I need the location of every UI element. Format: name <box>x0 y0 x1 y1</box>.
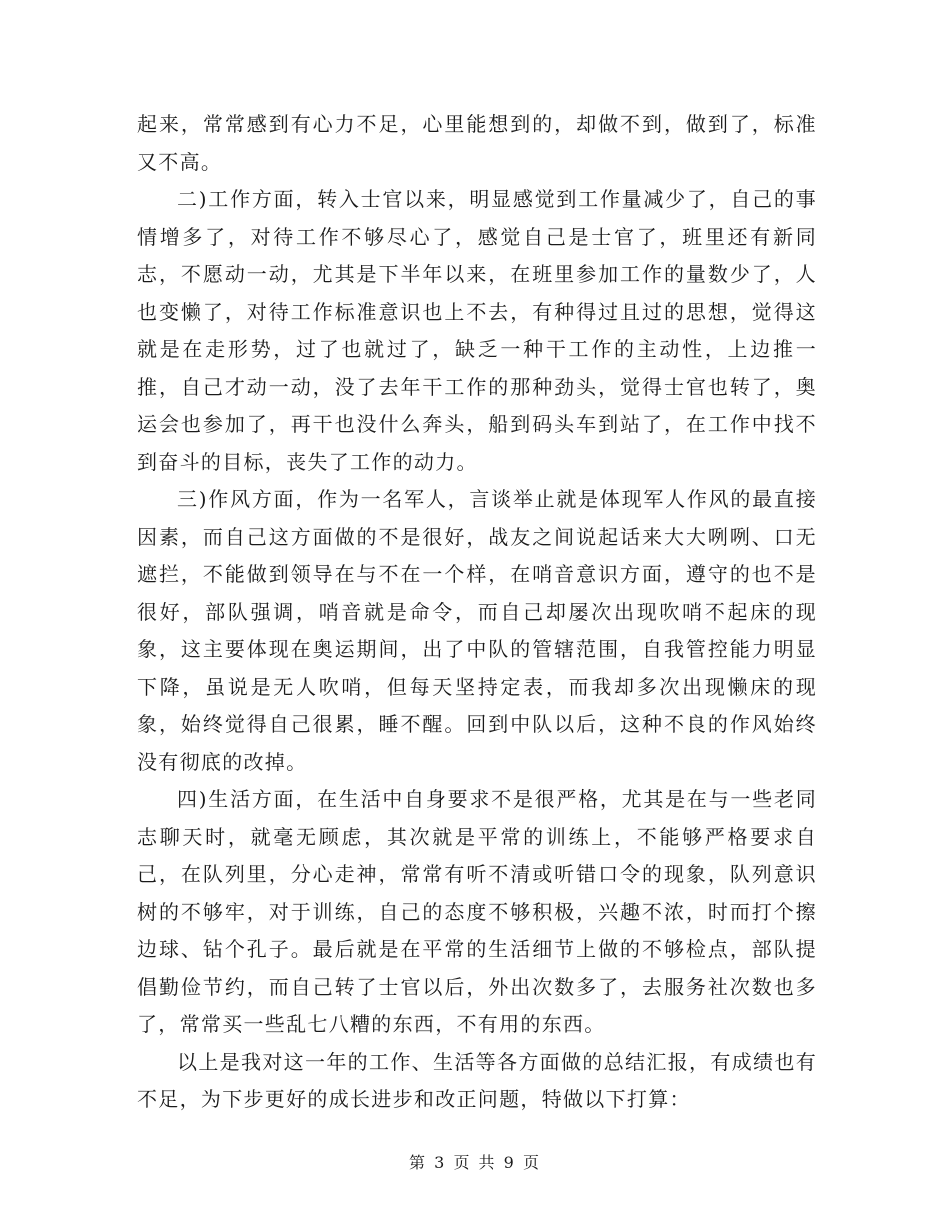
footer-label-total: 共 <box>478 1153 497 1172</box>
page-body <box>137 106 817 1119</box>
footer-label-page: 页 <box>453 1153 472 1172</box>
page-footer <box>0 1150 950 1173</box>
paragraph-summary: 以上是我对这一年的工作、生活等各方面做的总结汇报，有成绩也有不足，为下步更好的成长进步和改正问题，特做以下打算： <box>137 1049 817 1111</box>
footer-total-pages: 9 <box>503 1153 516 1172</box>
footer-label-suffix: 页 <box>522 1153 541 1172</box>
paragraph-work: 二)工作方面，转入士官以来，明显感觉到工作量减少了，自己的事情增多了，对待工作不够尽心了，感觉自己是士官了，班里还有新同志，不愿动一动，尤其是下半年以来，在班里参加工作的量数少了，人也变懒了，对待工作标准意识也上不去，有种得过且过的思想，觉得这就是在走形势，过了也就过了，缺乏一种干工作的主动性，上边推一推，自己才动一动，没了去年干工作的那种劲头，觉得士官也转了，奥运会也参加了，再干也没什么奔头，船到码头车到站了，在工作中找不到奋斗的目标，丧失了工作的动力。 <box>137 187 817 474</box>
footer-current-page: 3 <box>434 1153 447 1172</box>
footer-label-prefix: 第 <box>409 1153 428 1172</box>
paragraph-life: 四)生活方面，在生活中自身要求不是很严格，尤其是在与一些老同志聊天时，就毫无顾虑，其次就是平常的训练上，不能够严格要求自己，在队列里，分心走神，常常有听不清或听错口令的现象，队列意识树的不够牢，对于训练，自己的态度不够积极，兴趣不浓，时而打个擦边球、钻个孔子。最后就是在平常的生活细节上做的不够检点，部队提倡勤俭节约，而自己转了士官以后，外出次数多了，去服务社次数也多了，常常买一些乱七八糟的东西，不有用的东西。 <box>137 787 817 1036</box>
paragraph-continuation: 起来，常常感到有心力不足，心里能想到的，却做不到，做到了，标准又不高。 <box>137 112 817 174</box>
paragraph-style: 三)作风方面，作为一名军人，言谈举止就是体现军人作风的最直接因素，而自己这方面做的不是很好，战友之间说起话来大大咧咧、口无遮拦，不能做到领导在与不在一个样，在哨音意识方面，遵守的也不是很好，部队强调，哨音就是命令，而自己却屡次出现吹哨不起床的现象，这主要体现在奥运期间，出了中队的管辖范围，自我管控能力明显下降，虽说是无人吹哨，但每天坚持定表，而我却多次出现懒床的现象，始终觉得自己很累，睡不醒。回到中队以后，这种不良的作风始终没有彻底的改掉。 <box>137 487 817 774</box>
